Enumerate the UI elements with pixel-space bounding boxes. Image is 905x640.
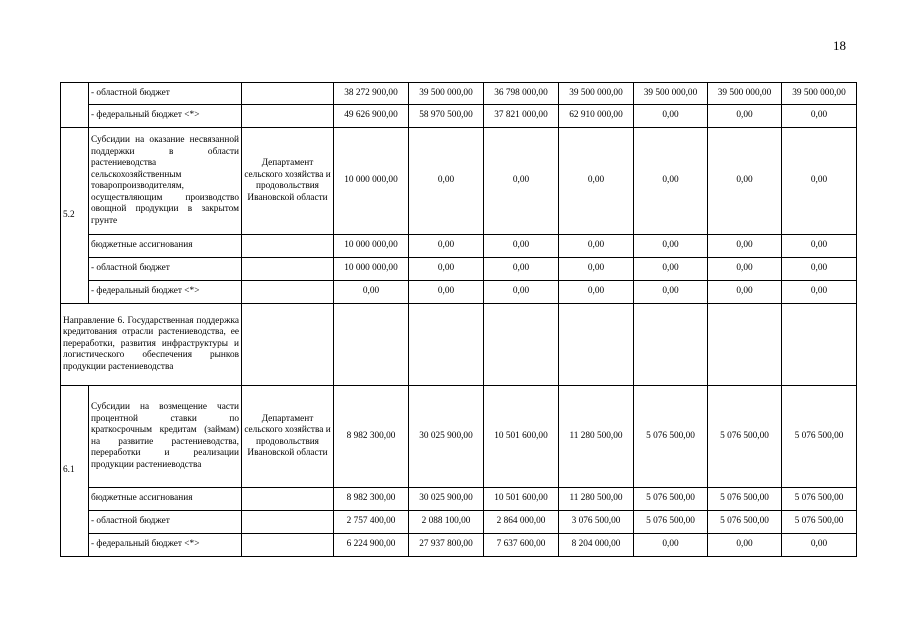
amount-cell: 8 204 000,00: [559, 534, 634, 557]
amount-cell: 3 076 500,00: [559, 511, 634, 534]
amount-cell: 38 272 900,00: [334, 83, 409, 105]
amount-cell: 0,00: [559, 281, 634, 304]
amount-cell: 2 864 000,00: [484, 511, 559, 534]
budget-line-label: - областной бюджет: [89, 258, 242, 281]
table-row: [61, 235, 857, 258]
empty-cell: [242, 281, 334, 304]
amount-cell: 0,00: [409, 128, 484, 235]
table-row: [61, 511, 857, 534]
amount-cell: 0,00: [634, 128, 708, 235]
responsible-department: Департамент сельского хозяйства и продовольствия Ивановской области: [242, 128, 334, 235]
amount-cell: 0,00: [708, 258, 782, 281]
empty-cell: [242, 235, 334, 258]
amount-cell: 10 000 000,00: [334, 128, 409, 235]
amount-cell: 37 821 000,00: [484, 105, 559, 128]
amount-cell: 8 982 300,00: [334, 488, 409, 511]
amount-cell: 0,00: [708, 281, 782, 304]
budget-line-label: - федеральный бюджет <*>: [89, 281, 242, 304]
amount-cell: 0,00: [559, 258, 634, 281]
page-number: 18: [833, 38, 846, 53]
table-row: [61, 281, 857, 304]
empty-cell: [409, 304, 484, 386]
amount-cell: 39 500 000,00: [634, 83, 708, 105]
amount-cell: 0,00: [409, 281, 484, 304]
amount-cell: 5 076 500,00: [708, 488, 782, 511]
amount-cell: 0,00: [634, 281, 708, 304]
amount-cell: 5 076 500,00: [782, 386, 857, 488]
amount-cell: 49 626 900,00: [334, 105, 409, 128]
amount-cell: 10 501 600,00: [484, 386, 559, 488]
amount-cell: 0,00: [782, 534, 857, 557]
empty-cell: [242, 105, 334, 128]
budget-line-label: - областной бюджет: [89, 83, 242, 105]
amount-cell: 36 798 000,00: [484, 83, 559, 105]
amount-cell: 8 982 300,00: [334, 386, 409, 488]
table-body: [61, 83, 857, 557]
amount-cell: 62 910 000,00: [559, 105, 634, 128]
empty-cell: [242, 258, 334, 281]
budget-line-label: бюджетные ассигнования: [89, 235, 242, 258]
amount-cell: 0,00: [782, 258, 857, 281]
amount-cell: 5 076 500,00: [634, 488, 708, 511]
amount-cell: 0,00: [634, 105, 708, 128]
budget-table: [60, 82, 857, 557]
item-name: Субсидии на возмещение части процентной ставки по краткосрочным кредитам (займам) на развитие растениеводства, переработки и реализации продукции растениеводства: [89, 386, 242, 488]
empty-cell: [708, 304, 782, 386]
amount-cell: 39 500 000,00: [782, 83, 857, 105]
amount-cell: 10 501 600,00: [484, 488, 559, 511]
amount-cell: 39 500 000,00: [559, 83, 634, 105]
table-row: [61, 304, 857, 386]
table-row: [61, 105, 857, 128]
amount-cell: 58 970 500,00: [409, 105, 484, 128]
table-row: [61, 534, 857, 557]
direction-heading: Направление 6. Государственная поддержка кредитования отрасли растениеводства, ее переработки, развития инфраструктуры и логистического обеспечения рынков продукции растениеводства: [61, 304, 242, 386]
empty-cell: [559, 304, 634, 386]
responsible-department: Департамент сельского хозяйства и продовольствия Ивановской области: [242, 386, 334, 488]
empty-cell: [634, 304, 708, 386]
empty-cell: [242, 511, 334, 534]
amount-cell: 5 076 500,00: [782, 511, 857, 534]
empty-cell: [484, 304, 559, 386]
budget-line-label: - федеральный бюджет <*>: [89, 105, 242, 128]
amount-cell: 27 937 800,00: [409, 534, 484, 557]
amount-cell: 39 500 000,00: [409, 83, 484, 105]
amount-cell: 11 280 500,00: [559, 488, 634, 511]
amount-cell: 10 000 000,00: [334, 235, 409, 258]
empty-cell: [242, 83, 334, 105]
table-row: [61, 128, 857, 235]
amount-cell: 0,00: [409, 235, 484, 258]
empty-cell: [334, 304, 409, 386]
amount-cell: 5 076 500,00: [708, 386, 782, 488]
amount-cell: 0,00: [559, 128, 634, 235]
amount-cell: 0,00: [708, 128, 782, 235]
item-name: Субсидии на оказание несвязанной поддержки в области растениеводства сельскохозяйственным товаропроизводителям, осуществляющим производство овощной продукции в закрытом грунте: [89, 128, 242, 235]
amount-cell: 0,00: [782, 281, 857, 304]
amount-cell: 0,00: [708, 534, 782, 557]
amount-cell: 0,00: [782, 128, 857, 235]
amount-cell: 0,00: [634, 235, 708, 258]
empty-cell: [242, 534, 334, 557]
item-number: 5.2: [61, 128, 89, 304]
amount-cell: 0,00: [708, 105, 782, 128]
item-number: 6.1: [61, 386, 89, 557]
amount-cell: 5 076 500,00: [634, 386, 708, 488]
amount-cell: 0,00: [484, 281, 559, 304]
amount-cell: 0,00: [409, 258, 484, 281]
amount-cell: 0,00: [634, 258, 708, 281]
amount-cell: 0,00: [559, 235, 634, 258]
amount-cell: 5 076 500,00: [708, 511, 782, 534]
empty-cell: [782, 304, 857, 386]
item-number: [61, 83, 89, 128]
amount-cell: 5 076 500,00: [782, 488, 857, 511]
amount-cell: 2 757 400,00: [334, 511, 409, 534]
amount-cell: 0,00: [708, 235, 782, 258]
amount-cell: 2 088 100,00: [409, 511, 484, 534]
empty-cell: [242, 304, 334, 386]
empty-cell: [242, 488, 334, 511]
budget-line-label: бюджетные ассигнования: [89, 488, 242, 511]
table-row: [61, 386, 857, 488]
amount-cell: 10 000 000,00: [334, 258, 409, 281]
amount-cell: 5 076 500,00: [634, 511, 708, 534]
amount-cell: 30 025 900,00: [409, 488, 484, 511]
amount-cell: 7 637 600,00: [484, 534, 559, 557]
amount-cell: 0,00: [782, 105, 857, 128]
amount-cell: 0,00: [484, 258, 559, 281]
budget-line-label: - федеральный бюджет <*>: [89, 534, 242, 557]
amount-cell: 0,00: [634, 534, 708, 557]
table-row: [61, 83, 857, 105]
amount-cell: 39 500 000,00: [708, 83, 782, 105]
amount-cell: 0,00: [334, 281, 409, 304]
amount-cell: 11 280 500,00: [559, 386, 634, 488]
amount-cell: 30 025 900,00: [409, 386, 484, 488]
amount-cell: 0,00: [484, 235, 559, 258]
amount-cell: 0,00: [484, 128, 559, 235]
table-row: [61, 258, 857, 281]
amount-cell: 0,00: [782, 235, 857, 258]
table-row: [61, 488, 857, 511]
budget-line-label: - областной бюджет: [89, 511, 242, 534]
amount-cell: 6 224 900,00: [334, 534, 409, 557]
